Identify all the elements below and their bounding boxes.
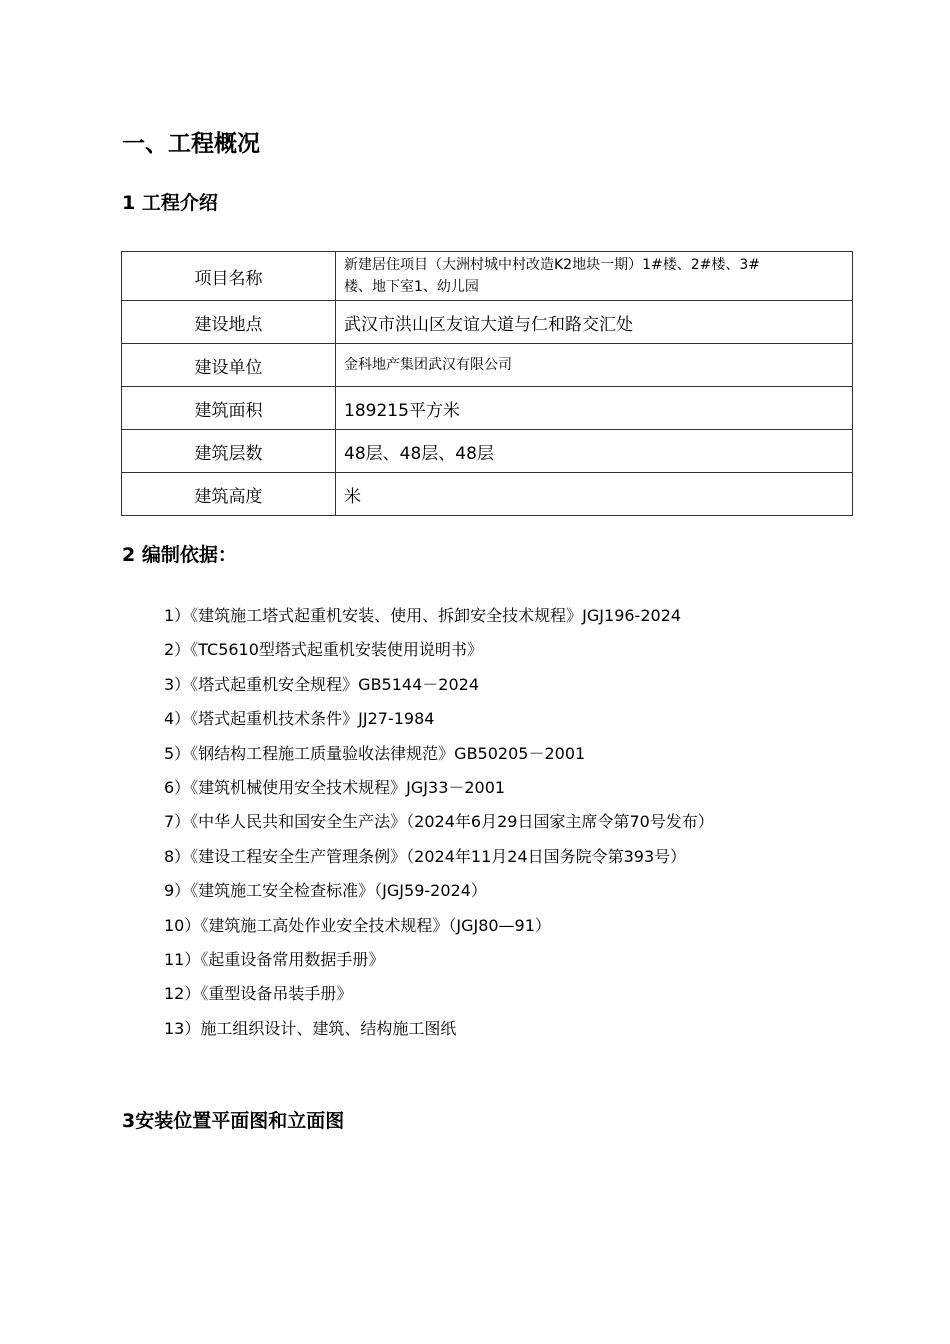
reference-list: [164, 602, 714, 1049]
table-row: [122, 344, 853, 387]
list-item: 11）《起重设备常用数据手册》: [164, 949, 385, 969]
row-value: [336, 252, 853, 301]
section-title-installation-plan: 3安装位置平面图和立面图: [122, 1110, 345, 1132]
table-row: [122, 387, 853, 430]
section-title-basis: 2 编制依据：: [122, 544, 237, 566]
row-value: 武汉市洪山区友谊大道与仁和路交汇处: [336, 301, 853, 344]
list-item: 6）《建筑机械使用安全技术规程》JGJ33－2001: [164, 777, 506, 797]
row-label: 建筑层数: [122, 430, 336, 473]
list-item: 3）《塔式起重机安全规程》GB5144－2024: [164, 674, 479, 694]
row-value: 米: [336, 473, 853, 516]
list-item: 1）《建筑施工塔式起重机安装、使用、拆卸安全技术规程》JGJ196-2024: [164, 606, 682, 625]
list-item: 7）《中华人民共和国安全生产法》（2024年6月29日国家主席令第70号发布）: [164, 812, 714, 832]
row-value-line: 楼、地下室1、幼儿园: [344, 279, 479, 295]
list-item: 5）《钢结构工程施工质量验收法律规范》GB50205－2001: [164, 743, 586, 763]
row-value-line: 新建居住项目（大洲村城中村改造K2地块一期）1#楼、2#楼、3#: [344, 257, 760, 273]
row-label: 建筑高度: [122, 473, 336, 516]
row-label: 建设地点: [122, 301, 336, 344]
row-value: 金科地产集团武汉有限公司: [336, 344, 853, 387]
section-title-project-intro: 1 工程介绍: [122, 192, 218, 214]
row-label: 建设单位: [122, 344, 336, 387]
list-item: 2）《TC5610型塔式起重机安装使用说明书》: [164, 640, 483, 660]
row-value: 189215平方米: [336, 387, 853, 430]
list-item: 4）《塔式起重机技术条件》JJ27-1984: [164, 709, 435, 729]
list-item: 10）《建筑施工高处作业安全技术规程》（JGJ80—91）: [164, 915, 551, 935]
table-row: [122, 301, 853, 344]
list-item: 13）施工组织设计、建筑、结构施工图纸: [164, 1018, 457, 1038]
row-value: 48层、48层、48层: [336, 430, 853, 473]
table-row: [122, 430, 853, 473]
table-row: [122, 252, 853, 301]
table-row: [122, 473, 853, 516]
project-info-table: [121, 251, 853, 516]
row-label: 建筑面积: [122, 387, 336, 430]
list-item: 9）《建筑施工安全检查标准》（JGJ59-2024）: [164, 881, 487, 901]
page-heading: 一、工程概况: [122, 131, 260, 157]
list-item: 12）《重型设备吊装手册》: [164, 984, 353, 1004]
row-label: 项目名称: [122, 252, 336, 301]
list-item: 8）《建设工程安全生产管理条例》（2024年11月24日国务院令第393号）: [164, 846, 687, 866]
